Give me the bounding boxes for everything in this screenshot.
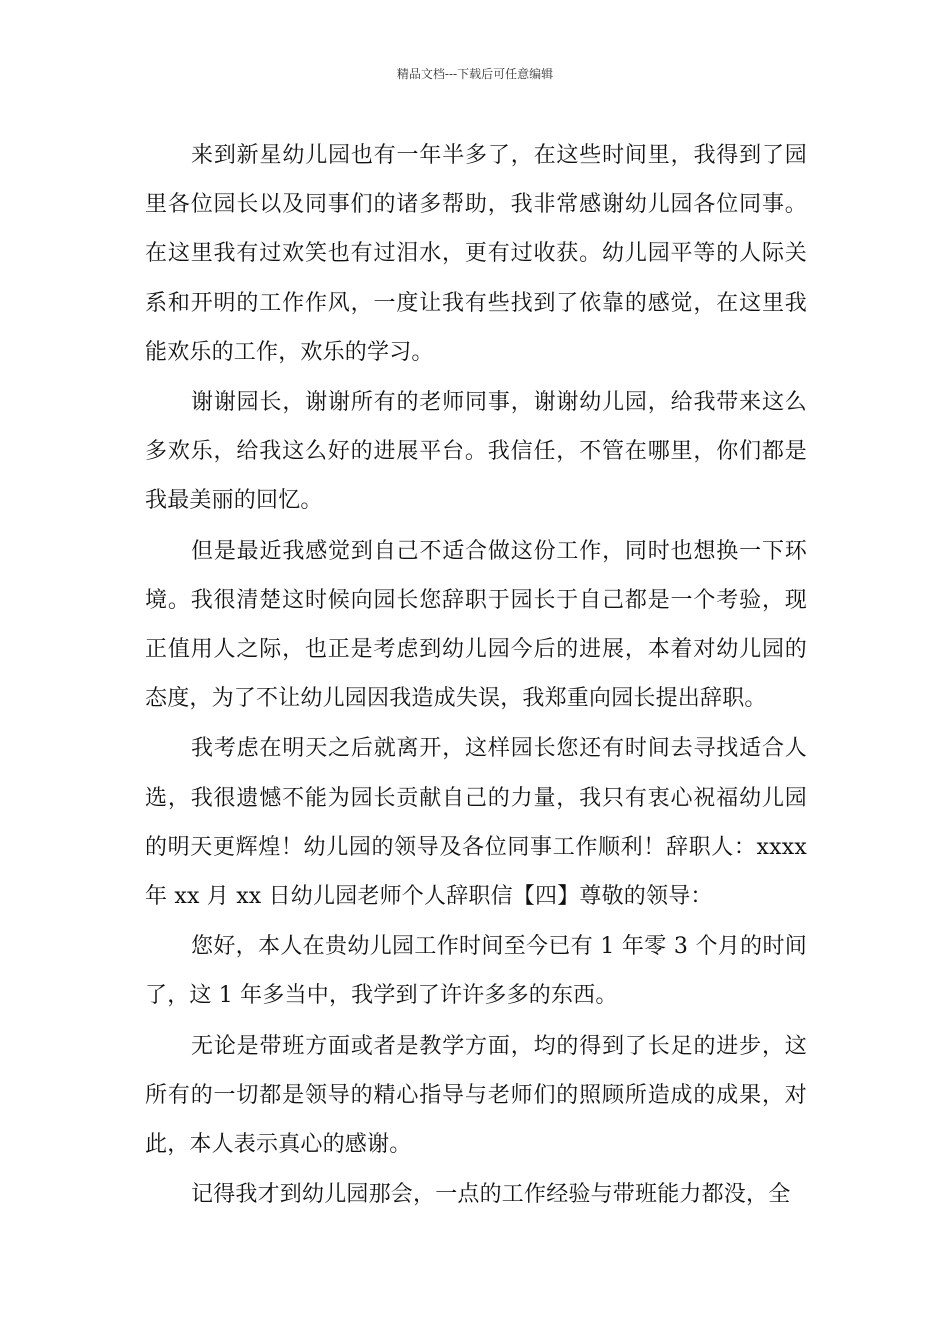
page-header: 精品文档---下载后可任意编辑 (396, 67, 554, 81)
paragraph: 来到新星幼儿园也有一年半多了，在这些时间里，我得到了园里各位园长以及同事们的诸多帮助，我非常感谢幼儿园各位同事。在这里我有过欢笑也有过泪水，更有过收获。幼儿园平等的人际关系和开明的工作作风，一度让我有些找到了依靠的感觉，在这里我能欢乐的工作，欢乐的学习。 (145, 143, 807, 365)
paragraph: 但是最近我感觉到自己不适合做这份工作，同时也想换一下环境。我很清楚这时候向园长您辞职于园长于自己都是一个考验，现正值用人之际，也正是考虑到幼儿园今后的进展，本着对幼儿园的态度，为了不让幼儿园因我造成失误，我郑重向园长提出辞职。 (145, 538, 807, 712)
paragraph: 无论是带班方面或者是教学方面，均的得到了长足的进步，这所有的一切都是领导的精心指导与老师们的照顾所造成的成果，对此，本人表示真心的感谢。 (145, 1033, 807, 1158)
paragraph: 您好，本人在贵幼儿园工作时间至今已有 1 年零 3 个月的时间了，这 1 年多当中，我学到了许许多多的东西。 (145, 934, 807, 1009)
paragraph: 记得我才到幼儿园那会，一点的工作经验与带班能力都没，全 (191, 1182, 791, 1208)
paragraph: 我考虑在明天之后就离开，这样园长您还有时间去寻找适合人选，我很遗憾不能为园长贡献自己的力量，我只有衷心祝福幼儿园的明天更辉煌！幼儿园的领导及各位同事工作顺利！辞职人：xxxx 年 xx 月 xx 日幼儿园老师个人辞职信【四】尊敬的领导： (145, 736, 807, 910)
document-body (145, 131, 807, 1220)
paragraph: 谢谢园长，谢谢所有的老师同事，谢谢幼儿园，给我带来这么多欢乐，给我这么好的进展平台。我信任，不管在哪里，你们都是我最美丽的回忆。 (145, 390, 807, 514)
